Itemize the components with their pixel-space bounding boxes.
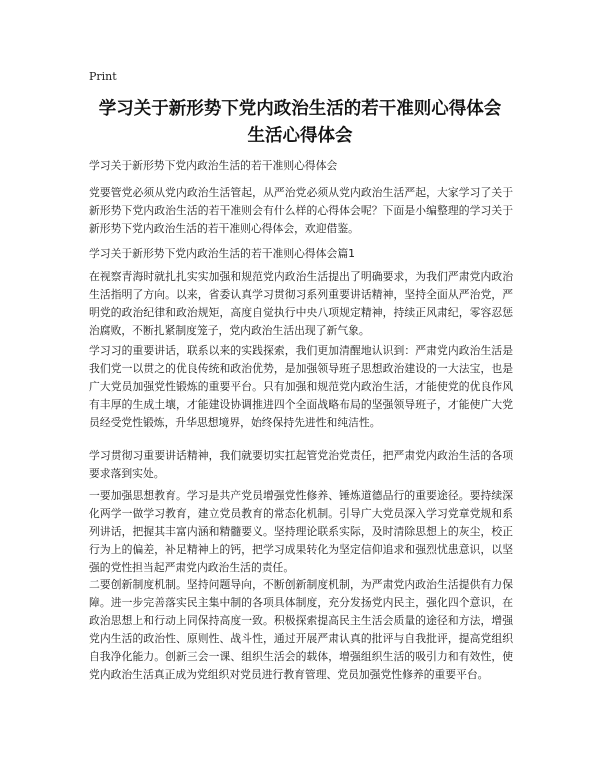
print-label: Print [89,70,117,83]
body-paragraph: 在视察青海时就扎扎实实加强和规范党内政治生活提出了明确要求，为我们严肃党内政治生活指明了方向。以来，省委认真学习贯彻习系列重要讲话精神，坚持全面从严治党，严明党的政治纪律和政治规矩，高度自觉执行中央八项规定精神，持续正风肃纪，零容忍惩治腐败，不断扎紧制度笼子，党内政治生活出现了新气象。 [89,270,513,337]
title-line-2: 生活心得体会 [247,126,353,146]
body-paragraph: 二要创新制度机制。坚持问题导向，不断创新制度机制，为严肃党内政治生活提供有力保障。进一步完善落实民主集中制的各项具体制度，充分发扬党内民主，强化四个意识，在政治思想上和行动上同保持高度一致。积极探索提高民主生活会质量的途径和方法，增强党内生活的政治性、原则性、战斗性，通过开展严肃认真的批评与自我批评，提高党组织自我净化能力。创新三会一课、组织生活会的载体，增强组织生活的吸引力和有效性，使党内政治生活真正成为党组织对党员进行教育管理、党员加强党性修养的重要平台。 [89,578,513,681]
title-line-1: 学习关于新形势下党内政治生活的若干准则心得体会 [98,99,502,119]
subtitle: 学习关于新形势下党内政治生活的若干准则心得体会 [89,159,338,172]
body-paragraph: 一要加强思想教育。学习是共产党员增强党性修养、锤炼道德品行的重要途径。要持续深化两学一做学习教育，建立党员教育的常态化机制。引导广大党员深入学习党章党规和系列讲话，把握其丰富内涵和精髓要义。坚持理论联系实际，及时清除思想上的灰尘，校正行为上的偏差，补足精神上的钙，把学习成果转化为坚定信仰追求和强烈忧患意识，以坚强的党性担当起严肃党内政治生活的责任。 [89,489,513,574]
intro-paragraph: 党要管党必须从党内政治生活管起，从严治党必须从党内政治生活严起，大家学习了关于新形势下党内政治生活的若干准则会有什么样的心得体会呢？下面是小编整理的学习关于新形势下党内政治生活的若干准则心得体会，欢迎借鉴。 [89,186,513,235]
page-title [60,96,540,150]
section-heading: 学习关于新形势下党内政治生活的若干准则心得体会篇1 [89,247,355,260]
body-paragraph: 学习习的重要讲话，联系以来的实践探索，我们更加清醒地认识到：严肃党内政治生活是我们党一以贯之的优良传统和政治优势，是加强领导班子思想政治建设的一大法宝，也是广大党员加强党性锻炼的重要平台。只有加强和规范党内政治生活，才能使党的优良作风有丰厚的生成土壤，才能建设协调推进四个全面战略布局的坚强领导班子，才能使广大党员经受党性锻炼，升华思想境界，始终保持先进性和纯洁性。 [89,344,513,429]
body-paragraph: 学习贯彻习重要讲话精神，我们就要切实扛起管党治党责任，把严肃党内政治生活的各项要求落到实处。 [89,449,513,480]
